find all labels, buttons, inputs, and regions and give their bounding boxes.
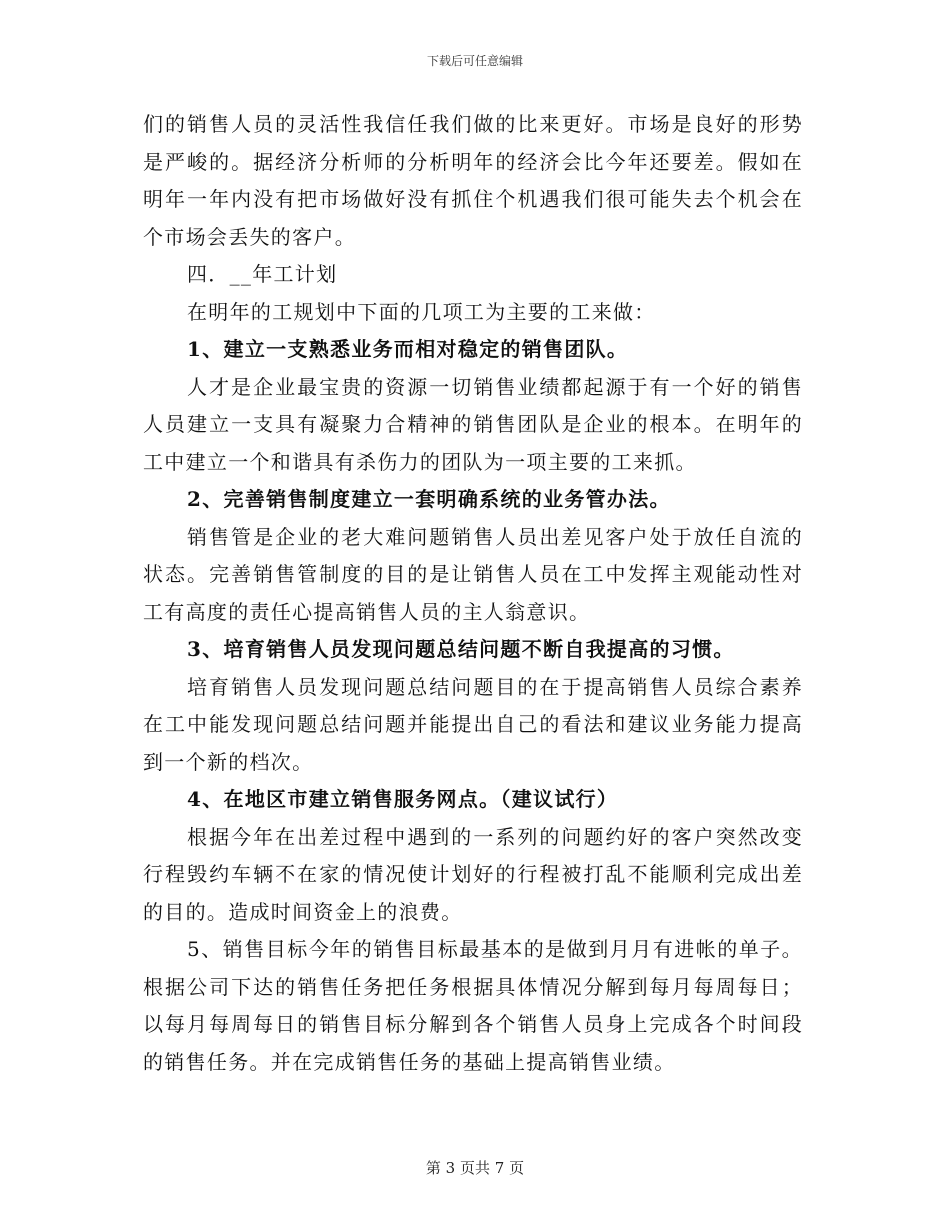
page-header: 下载后可任意编辑: [426, 54, 523, 68]
item-heading-2: 2、完善销售制度建立一套明确系统的业务管办法。: [187, 487, 671, 511]
item-body-2: 销售管是企业的老大难问题销售人员出差见客户处于放任自流的状态。完善销售管制度的目的是让销售人员在工中发挥主观能动性对工有高度的责任心提高销售人员的主人翁意识。: [143, 524, 803, 624]
item-5: 5、销售目标今年的销售目标最基本的是做到月月有进帐的单子。根据公司下达的销售任务把任务根据具体情况分解到每月每周每日；以每月每周每日的销售目标分解到各个销售人员身上完成各个时间段的销售任务。并在完成销售任务的基础上提高销售业绩。: [143, 937, 803, 1074]
item-heading-4: 4、在地区市建立销售服务网点。（建议试行）: [187, 787, 619, 811]
item-body-1: 人才是企业最宝贵的资源一切销售业绩都起源于有一个好的销售人员建立一支具有凝聚力合精神的销售团队是企业的根本。在明年的工中建立一个和谐具有杀伤力的团队为一项主要的工来抓。: [143, 374, 803, 474]
section-heading-4: 四．__年工计划: [187, 262, 338, 286]
document-body: [143, 106, 803, 1081]
paragraph-intro: 在明年的工规划中下面的几项工为主要的工来做：: [187, 299, 656, 324]
paragraph-continuation: 们的销售人员的灵活性我信任我们做的比来更好。市场是良好的形势是严峻的。据经济分析师的分析明年的经济会比今年还要差。假如在明年一年内没有把市场做好没有抓住个机遇我们很可能失去个机会在个市场会丢失的客户。: [143, 112, 803, 249]
item-body-4: 根据今年在出差过程中遇到的一系列的问题约好的客户突然改变行程毁约车辆不在家的情况使计划好的行程被打乱不能顺利完成出差的目的。造成时间资金上的浪费。: [143, 824, 803, 924]
item-heading-3: 3、培育销售人员发现问题总结问题不断自我提高的习惯。: [187, 637, 735, 661]
item-heading-1: 1、建立一支熟悉业务而相对稳定的销售团队。: [187, 337, 629, 361]
page-footer: 第 3 页共 7 页: [425, 1159, 525, 1177]
item-body-3: 培育销售人员发现问题总结问题目的在于提高销售人员综合素养在工中能发现问题总结问题并能提出自己的看法和建议业务能力提高到一个新的档次。: [143, 674, 803, 774]
